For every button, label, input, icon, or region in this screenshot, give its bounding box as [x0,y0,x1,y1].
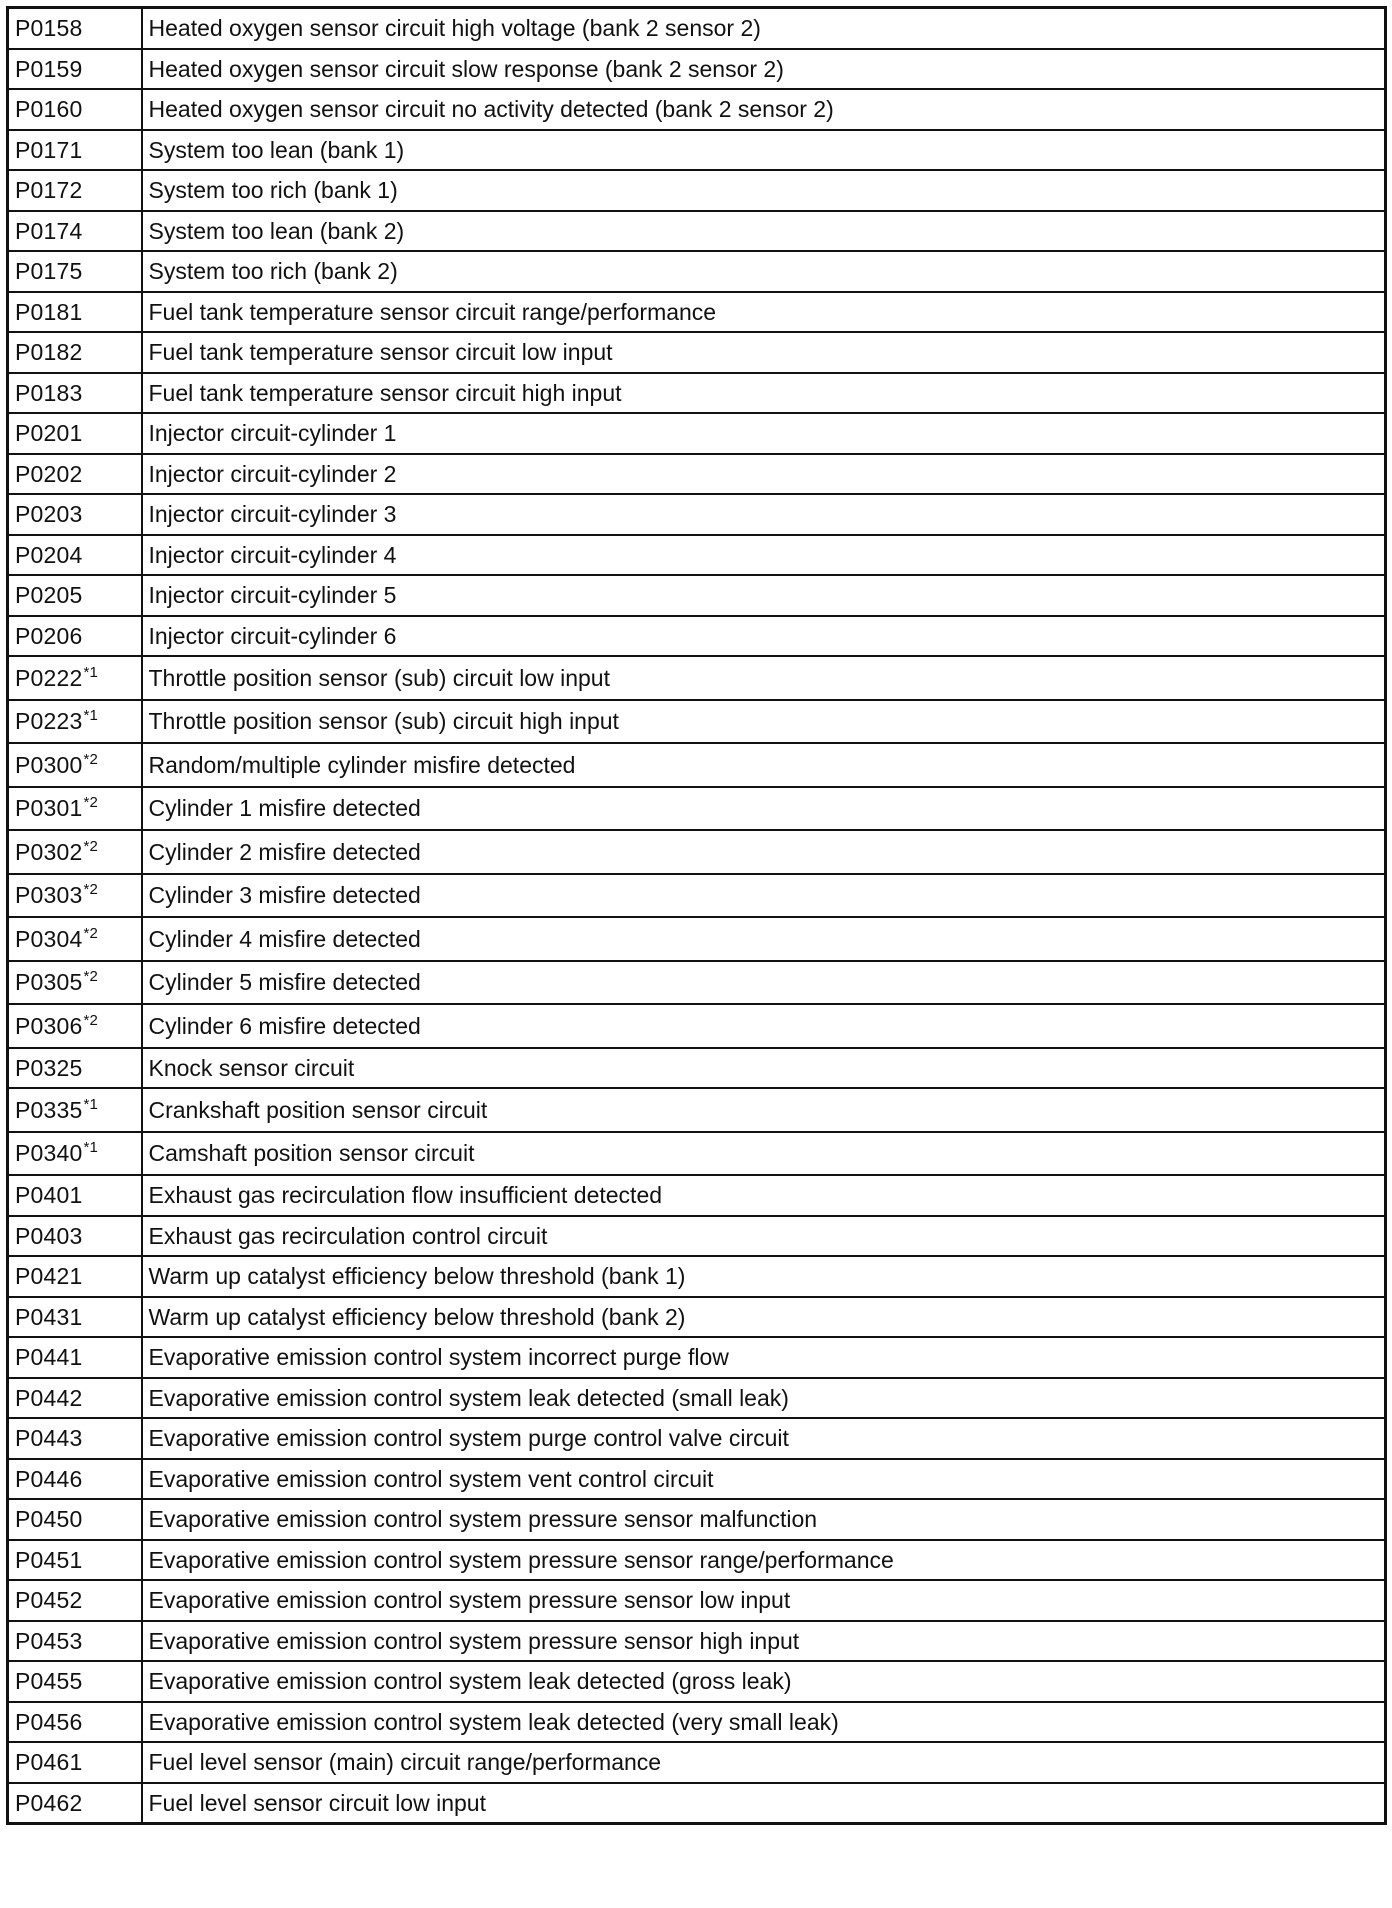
dtc-description: Knock sensor circuit [142,1048,1386,1089]
footnote-mark: *2 [83,750,99,768]
dtc-code-cell [8,575,142,616]
footnote-mark: *2 [83,968,99,986]
dtc-code-cell [8,1175,142,1216]
dtc-code-cell [8,1661,142,1702]
dtc-code: P0455 [15,1668,83,1695]
dtc-code: P0183 [15,379,83,406]
table-row [8,130,1386,171]
table-row [8,830,1386,874]
dtc-code: P0174 [15,217,83,244]
dtc-code: P0431 [15,1303,83,1330]
table-row [8,917,1386,961]
dtc-code: P0222 [15,664,83,691]
table-row [8,1378,1386,1419]
table-row [8,332,1386,373]
table-row [8,700,1386,744]
table-row [8,1742,1386,1783]
dtc-code: P0340 [15,1140,83,1167]
dtc-description: Evaporative emission control system pressure sensor low input [142,1580,1386,1621]
dtc-code: P0181 [15,298,83,325]
dtc-description: Crankshaft position sensor circuit [142,1088,1386,1132]
dtc-description: Heated oxygen sensor circuit no activity detected (bank 2 sensor 2) [142,89,1386,130]
dtc-code: P0456 [15,1708,83,1735]
table-row [8,1337,1386,1378]
dtc-description: Evaporative emission control system pressure sensor high input [142,1621,1386,1662]
dtc-code-cell [8,874,142,918]
dtc-table-container [6,6,1384,1825]
dtc-code-cell [8,1088,142,1132]
dtc-description: System too rich (bank 2) [142,251,1386,292]
dtc-code-cell [8,1540,142,1581]
dtc-code: P0159 [15,55,83,82]
dtc-description: Warm up catalyst efficiency below threshold (bank 1) [142,1256,1386,1297]
table-row [8,170,1386,211]
dtc-code-cell [8,700,142,744]
dtc-description: Cylinder 3 misfire detected [142,874,1386,918]
dtc-code: P0304 [15,925,83,952]
footnote-mark: *2 [83,881,99,899]
dtc-table-body [8,8,1386,1824]
dtc-description: Exhaust gas recirculation flow insufficient detected [142,1175,1386,1216]
table-row [8,535,1386,576]
footnote-mark: *2 [83,1011,99,1029]
dtc-description: Fuel level sensor (main) circuit range/performance [142,1742,1386,1783]
dtc-code: P0171 [15,136,83,163]
dtc-code: P0461 [15,1749,83,1776]
dtc-code-cell [8,332,142,373]
table-row [8,1580,1386,1621]
dtc-code-cell [8,1337,142,1378]
dtc-code: P0204 [15,541,83,568]
dtc-code-cell [8,1783,142,1824]
dtc-code-cell [8,251,142,292]
table-row [8,8,1386,49]
dtc-description: Random/multiple cylinder misfire detected [142,743,1386,787]
dtc-code-cell [8,1499,142,1540]
dtc-code-cell [8,1418,142,1459]
dtc-code-cell [8,292,142,333]
dtc-description: Injector circuit-cylinder 4 [142,535,1386,576]
dtc-description: Heated oxygen sensor circuit high voltage (bank 2 sensor 2) [142,8,1386,49]
footnote-mark: *2 [83,924,99,942]
dtc-description: Injector circuit-cylinder 5 [142,575,1386,616]
table-row [8,1540,1386,1581]
table-row [8,961,1386,1005]
table-row [8,454,1386,495]
table-row [8,1004,1386,1048]
dtc-description: Injector circuit-cylinder 1 [142,413,1386,454]
dtc-code: P0443 [15,1425,83,1452]
dtc-code-cell [8,1132,142,1176]
dtc-description: Evaporative emission control system incorrect purge flow [142,1337,1386,1378]
dtc-code: P0403 [15,1222,83,1249]
dtc-description: Heated oxygen sensor circuit slow response (bank 2 sensor 2) [142,49,1386,90]
table-row [8,1088,1386,1132]
dtc-code-cell [8,616,142,657]
dtc-code: P0201 [15,420,83,447]
table-row [8,494,1386,535]
dtc-code-cell [8,1297,142,1338]
dtc-code-cell [8,1216,142,1257]
dtc-description: Cylinder 1 misfire detected [142,787,1386,831]
dtc-description: Camshaft position sensor circuit [142,1132,1386,1176]
dtc-code: P0175 [15,258,83,285]
dtc-code-cell [8,787,142,831]
dtc-code-cell [8,743,142,787]
table-row [8,616,1386,657]
dtc-description: Cylinder 5 misfire detected [142,961,1386,1005]
dtc-code-cell [8,494,142,535]
dtc-code: P0335 [15,1096,83,1123]
table-row [8,251,1386,292]
footnote-mark: *1 [83,1095,99,1113]
table-row [8,49,1386,90]
table-row [8,743,1386,787]
dtc-code-cell [8,89,142,130]
table-row [8,413,1386,454]
dtc-code: P0203 [15,501,83,528]
dtc-code: P0301 [15,795,83,822]
table-row [8,1621,1386,1662]
dtc-code: P0446 [15,1465,83,1492]
dtc-code-cell [8,373,142,414]
table-row [8,575,1386,616]
dtc-code: P0325 [15,1054,83,1081]
dtc-code-cell [8,413,142,454]
dtc-code: P0300 [15,751,83,778]
dtc-description: Injector circuit-cylinder 2 [142,454,1386,495]
dtc-description: Fuel tank temperature sensor circuit range/performance [142,292,1386,333]
dtc-code-cell [8,1702,142,1743]
table-row [8,1256,1386,1297]
dtc-description: Evaporative emission control system leak detected (gross leak) [142,1661,1386,1702]
dtc-code: P0205 [15,582,83,609]
table-row [8,1783,1386,1824]
table-row [8,1132,1386,1176]
dtc-code-cell [8,49,142,90]
dtc-code: P0223 [15,708,83,735]
dtc-code-cell [8,830,142,874]
footnote-mark: *1 [83,1139,99,1157]
dtc-code: P0182 [15,339,83,366]
dtc-description: System too rich (bank 1) [142,170,1386,211]
dtc-description: Cylinder 6 misfire detected [142,1004,1386,1048]
dtc-description: Fuel tank temperature sensor circuit high input [142,373,1386,414]
dtc-code: P0452 [15,1587,83,1614]
dtc-code-cell [8,1378,142,1419]
dtc-description: Evaporative emission control system pressure sensor range/performance [142,1540,1386,1581]
table-row [8,1499,1386,1540]
table-row [8,1661,1386,1702]
dtc-description: Evaporative emission control system leak detected (small leak) [142,1378,1386,1419]
table-row [8,1175,1386,1216]
dtc-code: P0160 [15,96,83,123]
dtc-code-cell [8,1580,142,1621]
dtc-code-cell [8,1459,142,1500]
table-row [8,1048,1386,1089]
dtc-description: Injector circuit-cylinder 3 [142,494,1386,535]
dtc-description: Injector circuit-cylinder 6 [142,616,1386,657]
dtc-description: Warm up catalyst efficiency below threshold (bank 2) [142,1297,1386,1338]
dtc-code: P0401 [15,1182,83,1209]
table-row [8,89,1386,130]
dtc-code-cell [8,1048,142,1089]
dtc-code-cell [8,656,142,700]
dtc-description: Evaporative emission control system leak detected (very small leak) [142,1702,1386,1743]
dtc-description: Evaporative emission control system pressure sensor malfunction [142,1499,1386,1540]
dtc-description: Cylinder 4 misfire detected [142,917,1386,961]
dtc-code-cell [8,535,142,576]
dtc-description: Evaporative emission control system vent control circuit [142,1459,1386,1500]
table-row [8,1459,1386,1500]
table-row [8,656,1386,700]
dtc-code-cell [8,961,142,1005]
dtc-description: Evaporative emission control system purge control valve circuit [142,1418,1386,1459]
table-row [8,1297,1386,1338]
dtc-description: Throttle position sensor (sub) circuit low input [142,656,1386,700]
dtc-code: P0172 [15,177,83,204]
dtc-code: P0305 [15,969,83,996]
dtc-description: System too lean (bank 1) [142,130,1386,171]
dtc-code: P0302 [15,838,83,865]
dtc-code-cell [8,1004,142,1048]
dtc-code-cell [8,917,142,961]
dtc-code-cell [8,1256,142,1297]
dtc-code: P0451 [15,1546,83,1573]
dtc-description: Fuel level sensor circuit low input [142,1783,1386,1824]
dtc-description: Throttle position sensor (sub) circuit high input [142,700,1386,744]
dtc-code-cell [8,454,142,495]
dtc-code: P0421 [15,1263,83,1290]
dtc-description: System too lean (bank 2) [142,211,1386,252]
footnote-mark: *2 [83,794,99,812]
dtc-code: P0462 [15,1789,83,1816]
dtc-table [6,6,1387,1825]
dtc-description: Exhaust gas recirculation control circuit [142,1216,1386,1257]
footnote-mark: *1 [83,707,99,725]
dtc-code-cell [8,1621,142,1662]
dtc-description: Fuel tank temperature sensor circuit low input [142,332,1386,373]
dtc-code-cell [8,170,142,211]
table-row [8,373,1386,414]
footnote-mark: *2 [83,837,99,855]
dtc-code: P0202 [15,460,83,487]
dtc-code: P0158 [15,15,83,42]
dtc-code: P0206 [15,622,83,649]
footnote-mark: *1 [83,663,99,681]
table-row [8,874,1386,918]
table-row [8,1216,1386,1257]
dtc-description: Cylinder 2 misfire detected [142,830,1386,874]
table-row [8,292,1386,333]
dtc-code: P0450 [15,1506,83,1533]
table-row [8,787,1386,831]
dtc-code-cell [8,8,142,49]
table-row [8,211,1386,252]
dtc-code: P0453 [15,1627,83,1654]
dtc-code-cell [8,130,142,171]
dtc-code-cell [8,1742,142,1783]
table-row [8,1418,1386,1459]
table-row [8,1702,1386,1743]
dtc-code: P0441 [15,1344,83,1371]
dtc-code: P0442 [15,1384,83,1411]
dtc-code: P0303 [15,882,83,909]
dtc-code: P0306 [15,1012,83,1039]
dtc-code-cell [8,211,142,252]
